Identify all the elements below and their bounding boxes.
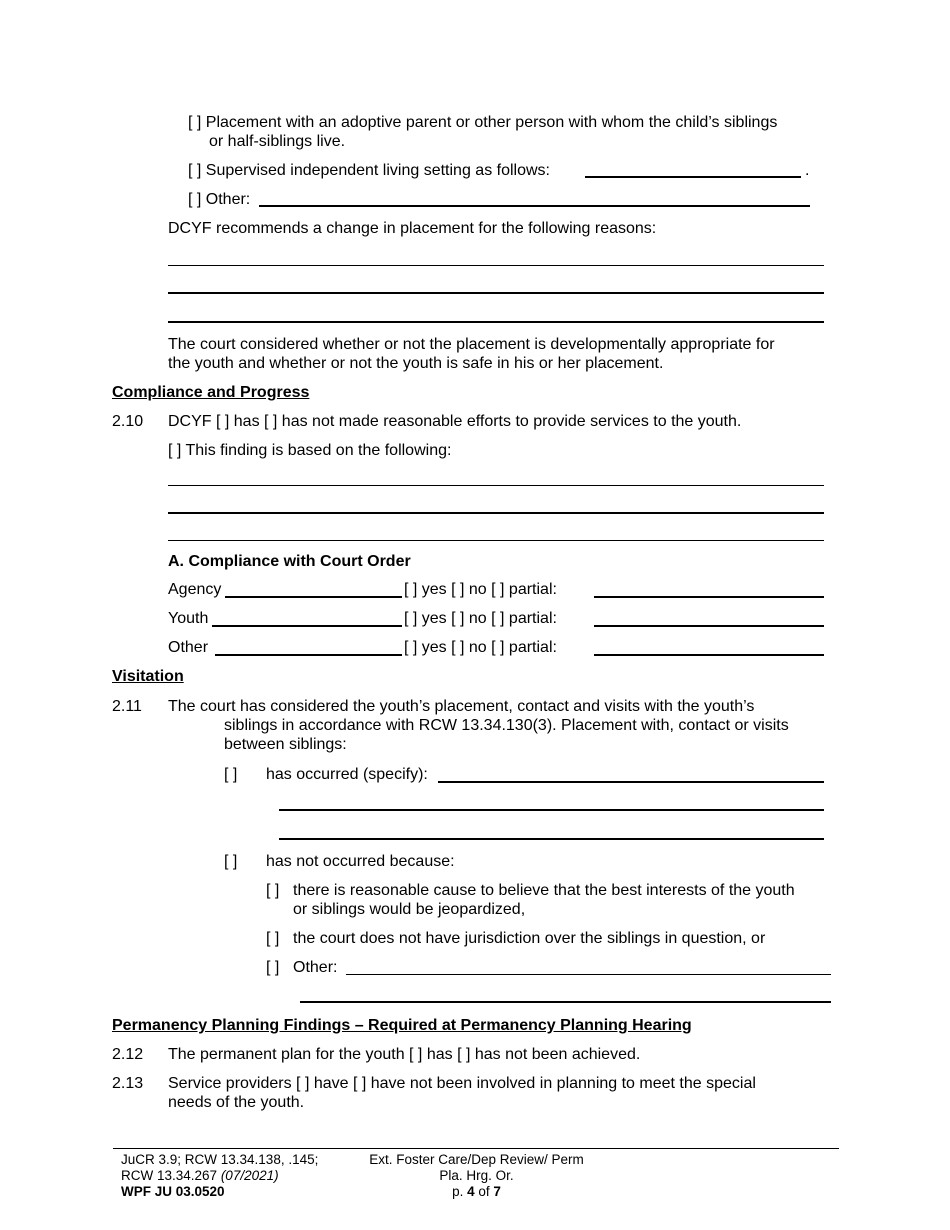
permanency-heading: Permanency Planning Findings – Required at Permanency Planning Hearing [112, 1017, 692, 1034]
reason2-text: the court does not have jurisdiction over the siblings in question, or [293, 930, 766, 947]
other-field[interactable] [215, 654, 402, 656]
section-number-2-12: 2.12 [112, 1046, 144, 1063]
court-considered-text-1: The court considered whether or not the placement is developmentally appropriate for [168, 336, 775, 353]
service-providers-text-1[interactable]: Service providers [ ] have [ ] have not been involved in planning to meet the special [168, 1075, 756, 1092]
service-providers-text-2: needs of the youth. [168, 1094, 305, 1111]
occurred-field[interactable] [438, 781, 824, 783]
footer-center [364, 1152, 589, 1200]
youth-field[interactable] [212, 625, 402, 627]
agency-label: Agency [168, 581, 222, 598]
reason3-line-2[interactable] [300, 1001, 831, 1003]
reason3-label: Other: [293, 959, 338, 976]
other-placement-field[interactable] [259, 205, 810, 207]
adoptive-placement-option[interactable]: [ ] Placement with an adoptive parent or other person with whom the child’s siblings [188, 114, 778, 131]
dcyf-recommends-text: DCYF recommends a change in placement for the following reasons: [168, 220, 657, 237]
section-number-2-11: 2.11 [112, 698, 142, 715]
reasons-line-3[interactable] [168, 321, 824, 323]
occurred-checkbox[interactable]: [ ] [224, 766, 238, 783]
other-partial-field[interactable] [594, 654, 824, 656]
footer-rule [113, 1148, 839, 1149]
youth-label: Youth [168, 610, 209, 627]
compliance-court-order-heading: A. Compliance with Court Order [168, 553, 411, 570]
supervised-living-option[interactable]: [ ] Supervised independent living setting as follows: [188, 162, 550, 179]
finding-line-2[interactable] [168, 512, 824, 514]
occurred-line-3[interactable] [279, 838, 824, 840]
compliance-heading: Compliance and Progress [112, 384, 310, 401]
reason1-text-2: or siblings would be jeopardized, [293, 901, 526, 918]
not-occurred-label: has not occurred because: [266, 853, 455, 870]
visitation-text-1: The court has considered the youth’s placement, contact and visits with the youth’s [168, 698, 755, 715]
permanent-plan-text[interactable]: The permanent plan for the youth [ ] has [ ] has not been achieved. [168, 1046, 641, 1063]
occurred-line-2[interactable] [279, 809, 824, 811]
supervised-period: . [805, 162, 810, 179]
footer-page-number: p. 4 of 7 [452, 1184, 501, 1199]
other-placement-option[interactable]: [ ] Other: [188, 191, 251, 208]
reason3-checkbox[interactable]: [ ] [266, 959, 280, 976]
supervised-living-field[interactable] [585, 176, 801, 178]
youth-partial-field[interactable] [594, 625, 824, 627]
other-options[interactable]: [ ] yes [ ] no [ ] partial: [404, 639, 557, 656]
not-occurred-checkbox[interactable]: [ ] [224, 853, 238, 870]
adoptive-placement-option-cont: or half-siblings live. [209, 133, 346, 150]
youth-options[interactable]: [ ] yes [ ] no [ ] partial: [404, 610, 557, 627]
finding-line-3[interactable] [168, 540, 824, 541]
footer-form-title: Ext. Foster Care/Dep Review/ Perm [369, 1152, 584, 1167]
visitation-heading: Visitation [112, 668, 184, 685]
reason3-field[interactable] [346, 974, 831, 975]
visitation-text-3: between siblings: [224, 736, 347, 753]
reason2-checkbox[interactable]: [ ] [266, 930, 280, 947]
court-considered-text-2: the youth and whether or not the youth is safe in his or her placement. [168, 355, 664, 372]
other-label: Other [168, 639, 209, 656]
reason1-checkbox[interactable]: [ ] [266, 882, 280, 899]
section-number-2-13: 2.13 [112, 1075, 144, 1092]
occurred-label: has occurred (specify): [266, 766, 428, 783]
reasonable-efforts-text[interactable]: DCYF [ ] has [ ] has not made reasonable efforts to provide services to the youth. [168, 413, 742, 430]
agency-options[interactable]: [ ] yes [ ] no [ ] partial: [404, 581, 557, 598]
reasons-line-2[interactable] [168, 292, 824, 294]
finding-line-1[interactable] [168, 485, 824, 486]
section-number-2-10: 2.10 [112, 413, 144, 430]
reasons-line-1[interactable] [168, 265, 824, 266]
footer-rcw: RCW 13.34.267 (07/2021) [121, 1168, 279, 1183]
agency-field[interactable] [225, 596, 402, 598]
agency-partial-field[interactable] [594, 596, 824, 598]
footer-form-number: WPF JU 03.0520 [121, 1184, 225, 1199]
reason1-text-1: there is reasonable cause to believe that the best interests of the youth [293, 882, 795, 899]
footer-left [121, 1152, 318, 1200]
footer-form-title-2: Pla. Hrg. Or. [439, 1168, 514, 1183]
finding-based-option[interactable]: [ ] This finding is based on the following: [168, 442, 452, 459]
visitation-text-2: siblings in accordance with RCW 13.34.130(3). Placement with, contact or visits [224, 717, 789, 734]
footer-citation: JuCR 3.9; RCW 13.34.138, .145; [121, 1152, 319, 1167]
